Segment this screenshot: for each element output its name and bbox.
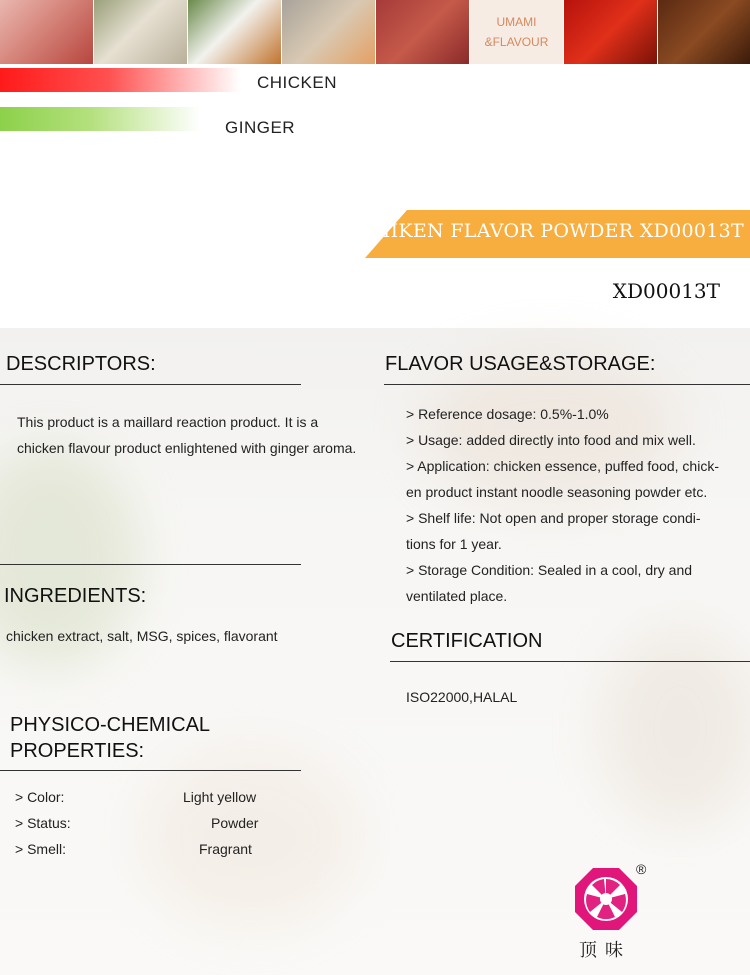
ingredients-top-rule: [0, 564, 301, 565]
usage-line: ventilated place.: [406, 588, 508, 604]
usage-line: > Usage: added directly into food and mix well.: [406, 432, 696, 448]
background-blob: [140, 748, 360, 928]
certification-rule: [390, 661, 750, 662]
registered-mark: ®: [636, 861, 647, 877]
usage-line: > Shelf life: Not open and proper storage condi-: [406, 510, 701, 526]
ingredients-heading: INGREDIENTS:: [4, 585, 147, 607]
shrimp-photo: [282, 0, 376, 64]
property-label: > Smell:: [15, 841, 66, 857]
property-label: > Color:: [15, 789, 65, 805]
descriptors-line-2: chicken flavour product enlightened with ginger aroma.: [17, 440, 357, 456]
usage-line: > Reference dosage: 0.5%-1.0%: [406, 406, 609, 422]
descriptors-rule: [0, 384, 301, 385]
physico-heading-line-2: PROPERTIES:: [10, 740, 145, 762]
umami-text: UMAMI: [496, 15, 537, 29]
usage-heading: FLAVOR USAGE&STORAGE:: [385, 353, 656, 375]
chili-photo: [564, 0, 658, 64]
background-blob: [600, 628, 750, 828]
physico-rule: [0, 770, 301, 771]
chicken-bar: [0, 68, 240, 92]
flavour-text: &FLAVOUR: [484, 35, 549, 49]
usage-line: > Application: chicken essence, puffed food, chick-: [406, 458, 719, 474]
product-code: XD00013T: [612, 279, 720, 303]
property-value: Powder: [211, 815, 259, 831]
certification-text: ISO22000,HALAL: [406, 689, 518, 705]
physico-heading-line-1: PHYSICO-CHEMICAL: [10, 714, 211, 736]
umami-flavour-tile: [470, 0, 564, 64]
product-title: CHIKEN FLAVOR POWDER XD00013T: [358, 220, 744, 242]
certification-heading: CERTIFICATION: [391, 630, 543, 652]
pig-photo: [0, 0, 94, 64]
descriptors-heading: DESCRIPTORS:: [6, 353, 156, 375]
descriptors-line-1: This product is a maillard reaction product. It is a: [17, 414, 319, 430]
usage-line: > Storage Condition: Sealed in a cool, dry and: [406, 562, 693, 578]
property-label: > Status:: [15, 815, 71, 831]
property-value: Light yellow: [183, 789, 257, 805]
usage-line: en product instant noodle seasoning powder etc.: [406, 484, 708, 500]
brand-logo-icon: [573, 866, 639, 932]
duck-chicken-photo: [188, 0, 282, 64]
usage-rule: [384, 384, 750, 385]
chicken-label: CHICKEN: [257, 73, 338, 92]
meat-photo: [376, 0, 470, 64]
usage-list: [406, 401, 746, 609]
usage-line: tions for 1 year.: [406, 536, 502, 552]
brand-name: 顶味: [579, 940, 631, 961]
property-value: Fragrant: [199, 841, 252, 857]
spices-photo: [658, 0, 750, 64]
sheep-photo: [94, 0, 188, 64]
ingredients-text: chicken extract, salt, MSG, spices, flavorant: [6, 628, 278, 644]
ginger-bar: [0, 107, 200, 131]
ginger-label: GINGER: [225, 118, 296, 137]
photo-strip: [0, 0, 750, 64]
